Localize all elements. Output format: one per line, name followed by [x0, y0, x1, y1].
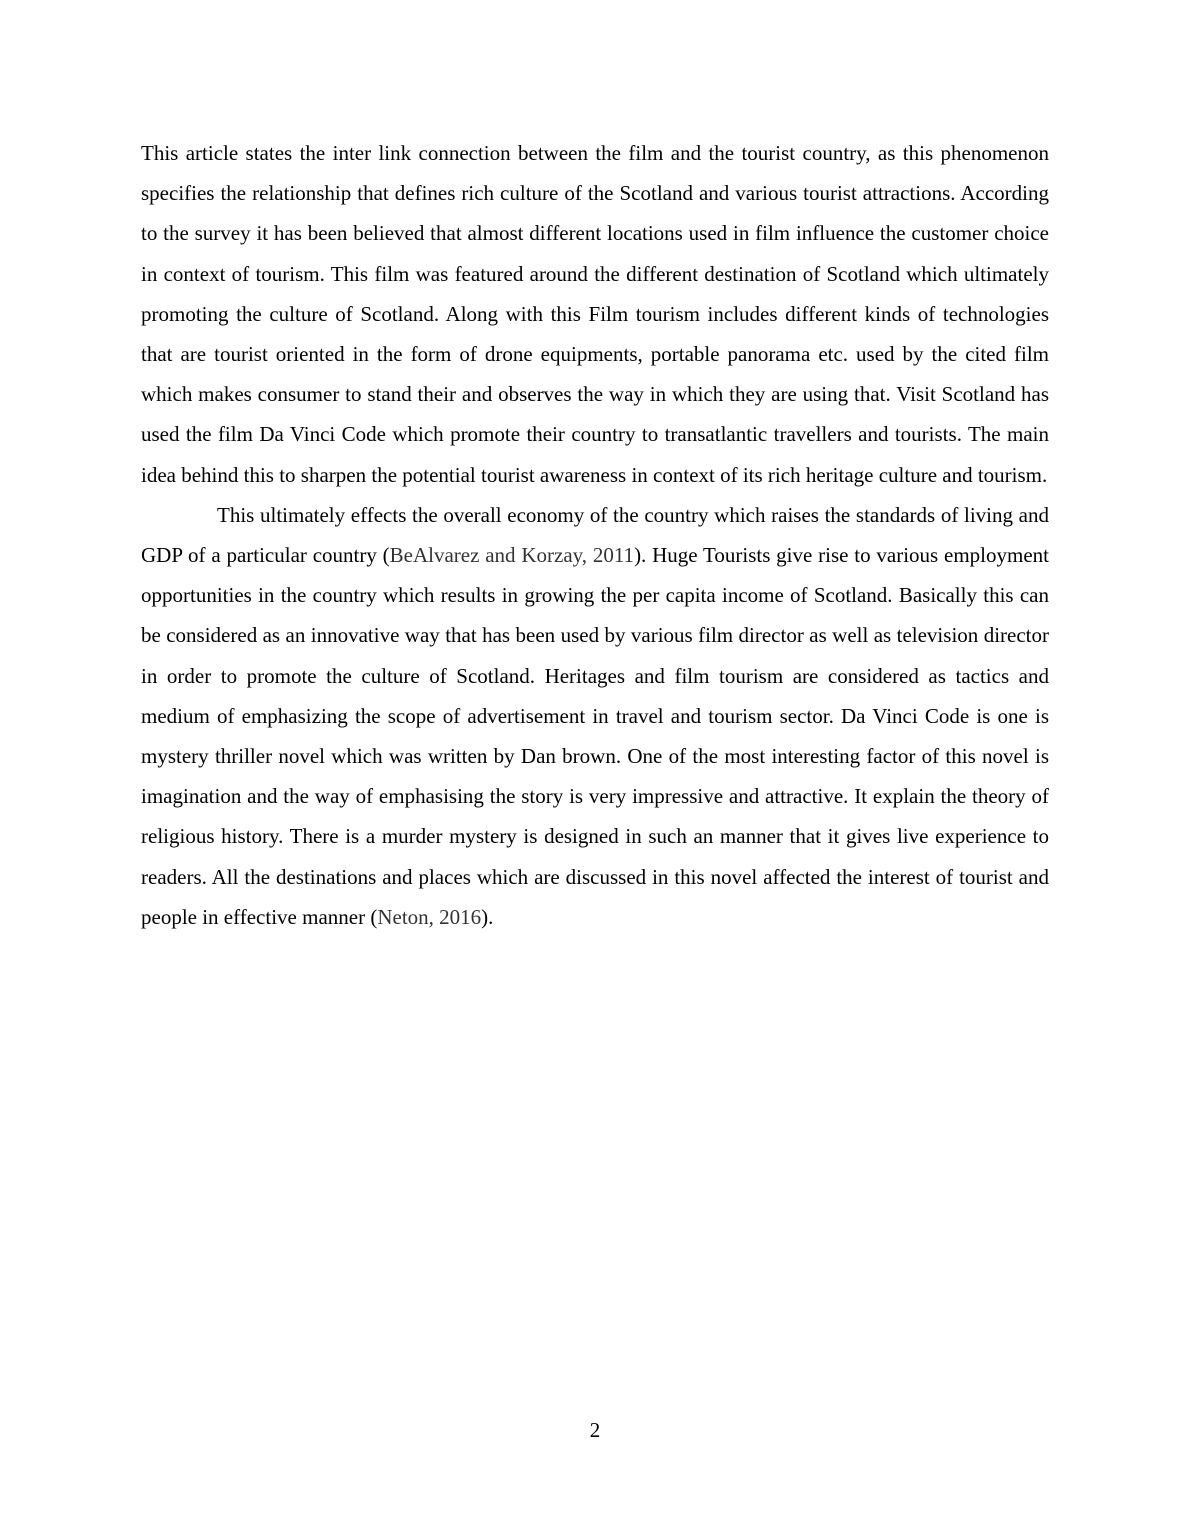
- paragraph-2: [141, 495, 1049, 937]
- paragraph-1: [141, 133, 1049, 495]
- citation-neton: Neton, 2016: [377, 904, 482, 929]
- paragraph-2-text-start: This ultimately effects the overall economy of the country which raises the standards of living and GDP of a particular country (: [141, 502, 1049, 568]
- page-number: 2: [589, 1418, 601, 1442]
- paragraph-2-text-end: ).: [481, 904, 494, 929]
- paragraph-1-text: This article states the inter link connection between the film and the tourist country, as this phenomenon specifies the relationship that defines rich culture of the Scotland and various tourist attractions. According to the survey it has been believed that almost different locations used in film influence the customer choice in context of tourism. This film was featured around the different destination of Scotland which ultimately promoting the culture of Scotland. Along with this Film tourism includes different kinds of technologies that are tourist oriented in the form of drone equipments, portable panorama etc. used by the cited film which makes consumer to stand their and observes the way in which they are using that. Visit Scotland has used the film Da Vinci Code which promote their country to transatlantic travellers and tourists. The main idea behind this to sharpen the potential tourist awareness in context of its rich heritage culture and tourism.: [141, 141, 1049, 487]
- citation-bealvarez-korzay: BeAlvarez and Korzay, 2011: [389, 543, 635, 568]
- paragraph-2-text-middle: ). Huge Tourists give rise to various employment opportunities in the country which results in growing the per capita income of Scotland. Basically this can be considered as an innovative way that has been used by various film director as well as television director in order to promote the culture of Scotland. Heritages and film tourism are considered as tactics and medium of emphasizing the scope of advertisement in travel and tourism sector. Da Vinci Code is one is mystery thriller novel which was written by Dan brown. One of the most interesting factor of this novel is imagination and the way of emphasising the story is very impressive and attractive. It explain the theory of religious history. There is a murder mystery is designed in such an manner that it gives live experience to readers. All the destinations and places which are discussed in this novel affected the interest of tourist and people in effective manner (: [141, 543, 1049, 929]
- document-body: [141, 133, 1049, 937]
